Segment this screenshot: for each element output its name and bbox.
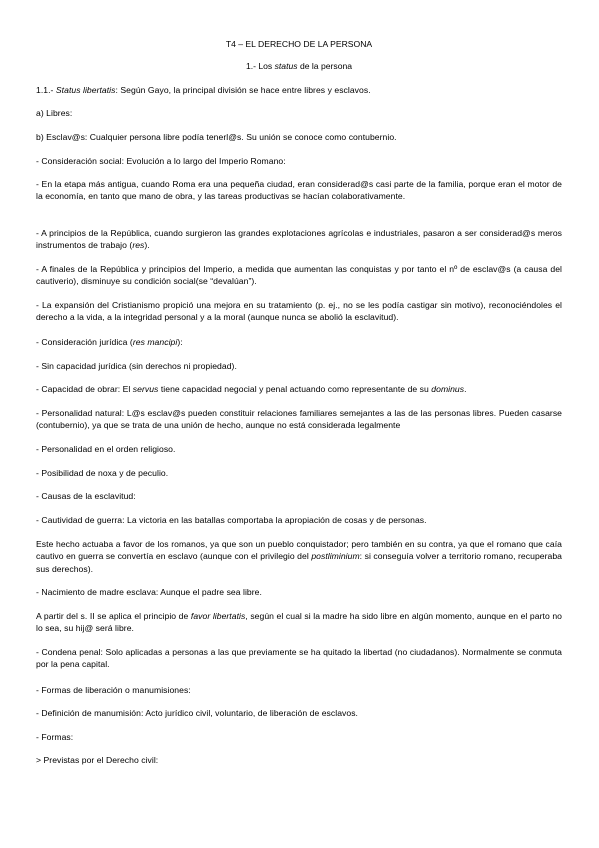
section-heading bbox=[36, 60, 562, 72]
paragraph: - Consideración social: Evolución a lo largo del Imperio Romano: bbox=[36, 156, 286, 166]
paragraph: b) Esclav@s: Cualquier persona libre podía tenerl@s. Su unión se conoce como contubernio. bbox=[36, 132, 397, 142]
heading-text: 1.- Los bbox=[245, 61, 275, 71]
paragraph: - Condena penal: Solo aplicadas a personas a las que previamente se ha quitado la libertad (no ciudadanos). Normalmente se conmuta por la pena capital. bbox=[36, 647, 562, 670]
paragraph: > Previstas por el Derecho civil: bbox=[36, 755, 159, 765]
paragraph: a) Libres: bbox=[36, 108, 73, 118]
paragraph: - Posibilidad de noxa y de peculio. bbox=[36, 468, 169, 478]
paragraph: - Definición de manumisión: Acto jurídico civil, voluntario, de liberación de esclavos. bbox=[36, 708, 358, 718]
paragraph: Este hecho actuaba a favor de los romanos, ya que son un pueblo conquistador; pero también en su contra, ya que el romano que caía cautivo en guerra se convertía en esclavo (aunque con el privilegio del postliminium: si conseguía volver a territorio romano, recuperaba sus derechos). bbox=[36, 539, 562, 574]
heading-text: de la persona bbox=[297, 61, 353, 71]
paragraph: - La expansión del Cristianismo propició una mejora en su tratamiento (p. ej., no se les podía castigar sin motivo), reconociéndoles el derecho a la vida, a la integridad personal y a la moral (aunque nunca se abolió la esclavitud). bbox=[36, 300, 562, 323]
paragraph: - A finales de la República y principios del Imperio, a medida que aumentan las conquistas y por tanto el nº de esclav@s (a causa del cautiverio), disminuye su condición social(se “devalúan”). bbox=[36, 264, 562, 287]
paragraph: - Nacimiento de madre esclava: Aunque el padre sea libre. bbox=[36, 587, 262, 597]
paragraph: - Capacidad de obrar: El servus tiene capacidad negocial y penal actuando como representante de su dominus. bbox=[36, 384, 467, 394]
paragraph: A partir del s. II se aplica el principio de favor libertatis, según el cual si la madre ha sido libre en algún momento, aunque en el parto no lo sea, su hij@ será libre. bbox=[36, 611, 562, 634]
paragraph: - Consideración jurídica (res mancipi): bbox=[36, 337, 183, 347]
paragraph: - Formas de liberación o manumisiones: bbox=[36, 685, 191, 695]
paragraph: 1.1.- Status libertatis: Según Gayo, la principal división se hace entre libres y esclavos. bbox=[36, 85, 371, 95]
paragraph: - Personalidad en el orden religioso. bbox=[36, 444, 176, 454]
paragraph: - A principios de la República, cuando surgieron las grandes explotaciones agrícolas e industriales, pasaron a ser considerad@s meros instrumentos de trabajo (res). bbox=[36, 228, 562, 251]
document-title: T4 – EL DERECHO DE LA PERSONA bbox=[225, 39, 373, 49]
paragraph: - En la etapa más antigua, cuando Roma era una pequeña ciudad, eran considerad@s casi parte de la familia, porque eran el motor de la economía, en tanto que mano de obra, y las tareas productivas se hacían colaborativamente. bbox=[36, 179, 562, 202]
paragraph: - Formas: bbox=[36, 732, 74, 742]
paragraph: - Sin capacidad jurídica (sin derechos ni propiedad). bbox=[36, 361, 237, 371]
paragraph: - Personalidad natural: L@s esclav@s pueden constituir relaciones familiares semejantes a las de las personas libres. Pueden casarse (contubernio), ya que se trata de una unión de hecho, aunque no está considerada legalmente bbox=[36, 408, 562, 431]
paragraph: - Causas de la esclavitud: bbox=[36, 491, 136, 501]
paragraph: - Cautividad de guerra: La victoria en las batallas comportaba la apropiación de cosas y de personas. bbox=[36, 515, 427, 525]
heading-italic: status bbox=[274, 61, 298, 71]
